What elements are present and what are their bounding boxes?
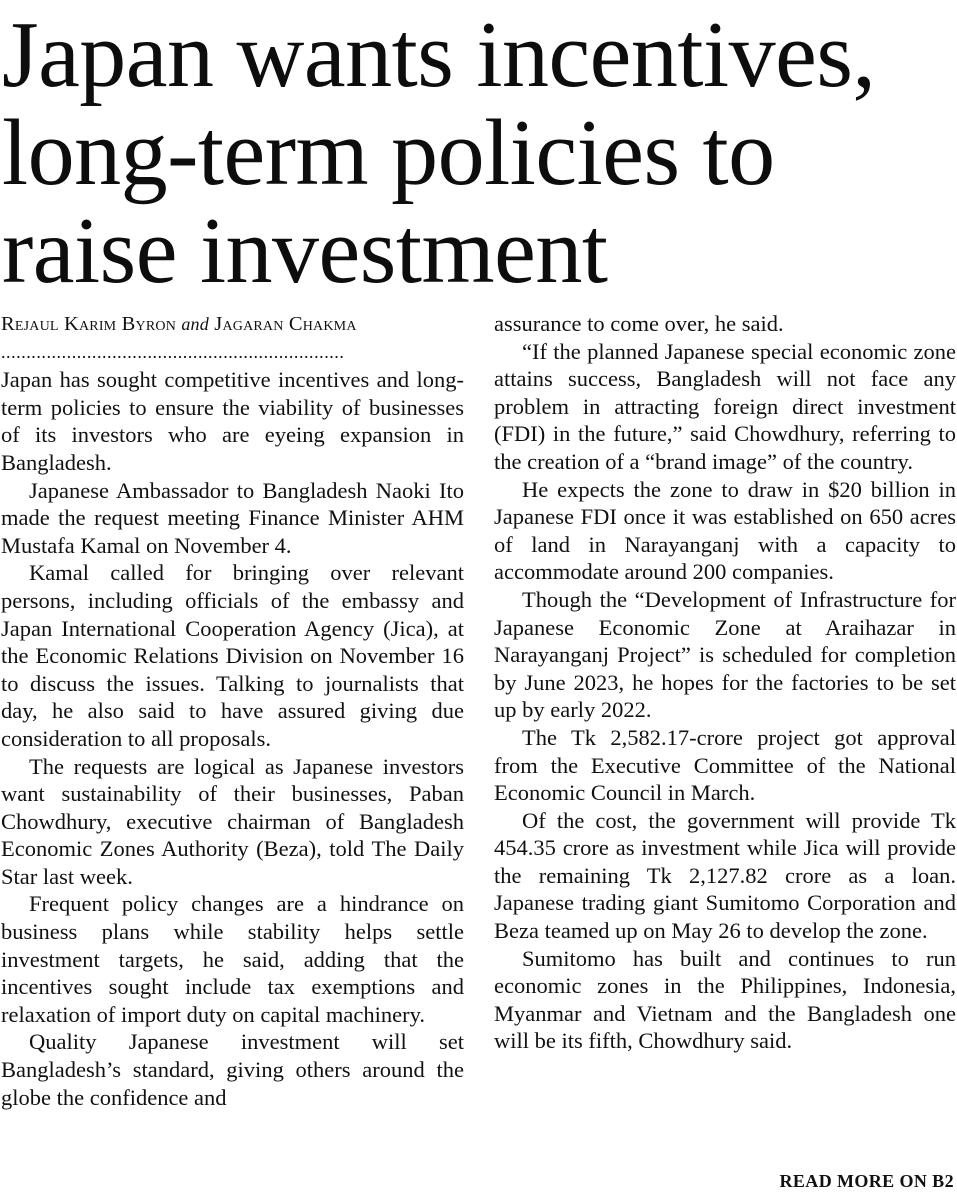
paragraph: Japanese Ambassador to Bangladesh Naoki Ito made the request meeting Finance Minister AHM Mustafa Kamal on November 4. — [1, 477, 464, 558]
byline-conjunction: and — [181, 314, 209, 334]
paragraph: Though the “Development of Infrastructure for Japanese Economic Zone at Araihazar in Narayanganj Project” is scheduled for completion by June 2023, he hopes for the factories to be set up by early 2022. — [494, 586, 956, 723]
article-column-right — [494, 310, 956, 1055]
paragraph-continued: assurance to come over, he said. — [494, 311, 784, 336]
byline — [1, 310, 464, 339]
paragraph-intro: Japan has sought competitive incentives and long-term policies to ensure the viability of businesses of its investors who are eyeing expansion in Bangladesh. — [1, 367, 464, 475]
paragraph: The requests are logical as Japanese investors want sustainability of their businesses, Paban Chowdhury, executive chairman of Bangladesh Economic Zones Authority (Beza), told The Daily Star last week. — [1, 753, 464, 889]
paragraph: He expects the zone to draw in $20 billion in Japanese FDI once it was established on 650 acres of land in Narayanganj with a capacity to accommodate around 200 companies. — [494, 476, 956, 585]
byline-separator: .................................................................... — [1, 341, 345, 362]
byline-author-1: Rejaul Karim Byron — [1, 313, 177, 335]
headline-line-3: raise investment — [2, 199, 608, 303]
paragraph: Frequent policy changes are a hindrance on business plans while stability helps settle investment targets, he said, adding that the incentives sought include tax exemptions and relaxation of import duty on capital machinery. — [1, 891, 464, 1027]
byline-author-2: Jagaran Chakma — [214, 313, 357, 335]
paragraph: Of the cost, the government will provide Tk 454.35 crore as investment while Jica will provide the remaining Tk 2,127.82 crore as a loan. Japanese trading giant Sumitomo Corporation and Beza teamed up on May 26 to develop the zone. — [494, 807, 956, 944]
paragraph: The Tk 2,582.17-crore project got approval from the Executive Committee of the National Economic Council in March. — [494, 724, 956, 806]
headline-line-1: Japan wants incentives, — [2, 3, 876, 107]
headline-line-2: long-term policies to — [2, 101, 775, 205]
read-more-link[interactable]: READ MORE ON B2 — [779, 1171, 954, 1191]
paragraph: Quality Japanese investment will set Bangladesh’s standard, giving others around the globe the confidence and — [1, 1029, 464, 1110]
article-column-left — [1, 310, 464, 1111]
paragraph: Sumitomo has built and continues to run economic zones in the Philippines, Indonesia, Myanmar and Vietnam and the Bangladesh one will be its fifth, Chowdhury said. — [494, 945, 956, 1054]
paragraph: Kamal called for bringing over relevant persons, including officials of the embassy and Japan International Cooperation Agency (Jica), at the Economic Relations Division on November 16 to discuss the issues. Talking to journalists that day, he also said to have assured giving due consideration to all proposals. — [1, 560, 464, 751]
paragraph: “If the planned Japanese special economic zone attains success, Bangladesh will not face any problem in attracting foreign direct investment (FDI) in the future,” said Chowdhury, referring to the creation of a “brand image” of the country. — [494, 338, 956, 474]
headline — [2, 3, 957, 303]
